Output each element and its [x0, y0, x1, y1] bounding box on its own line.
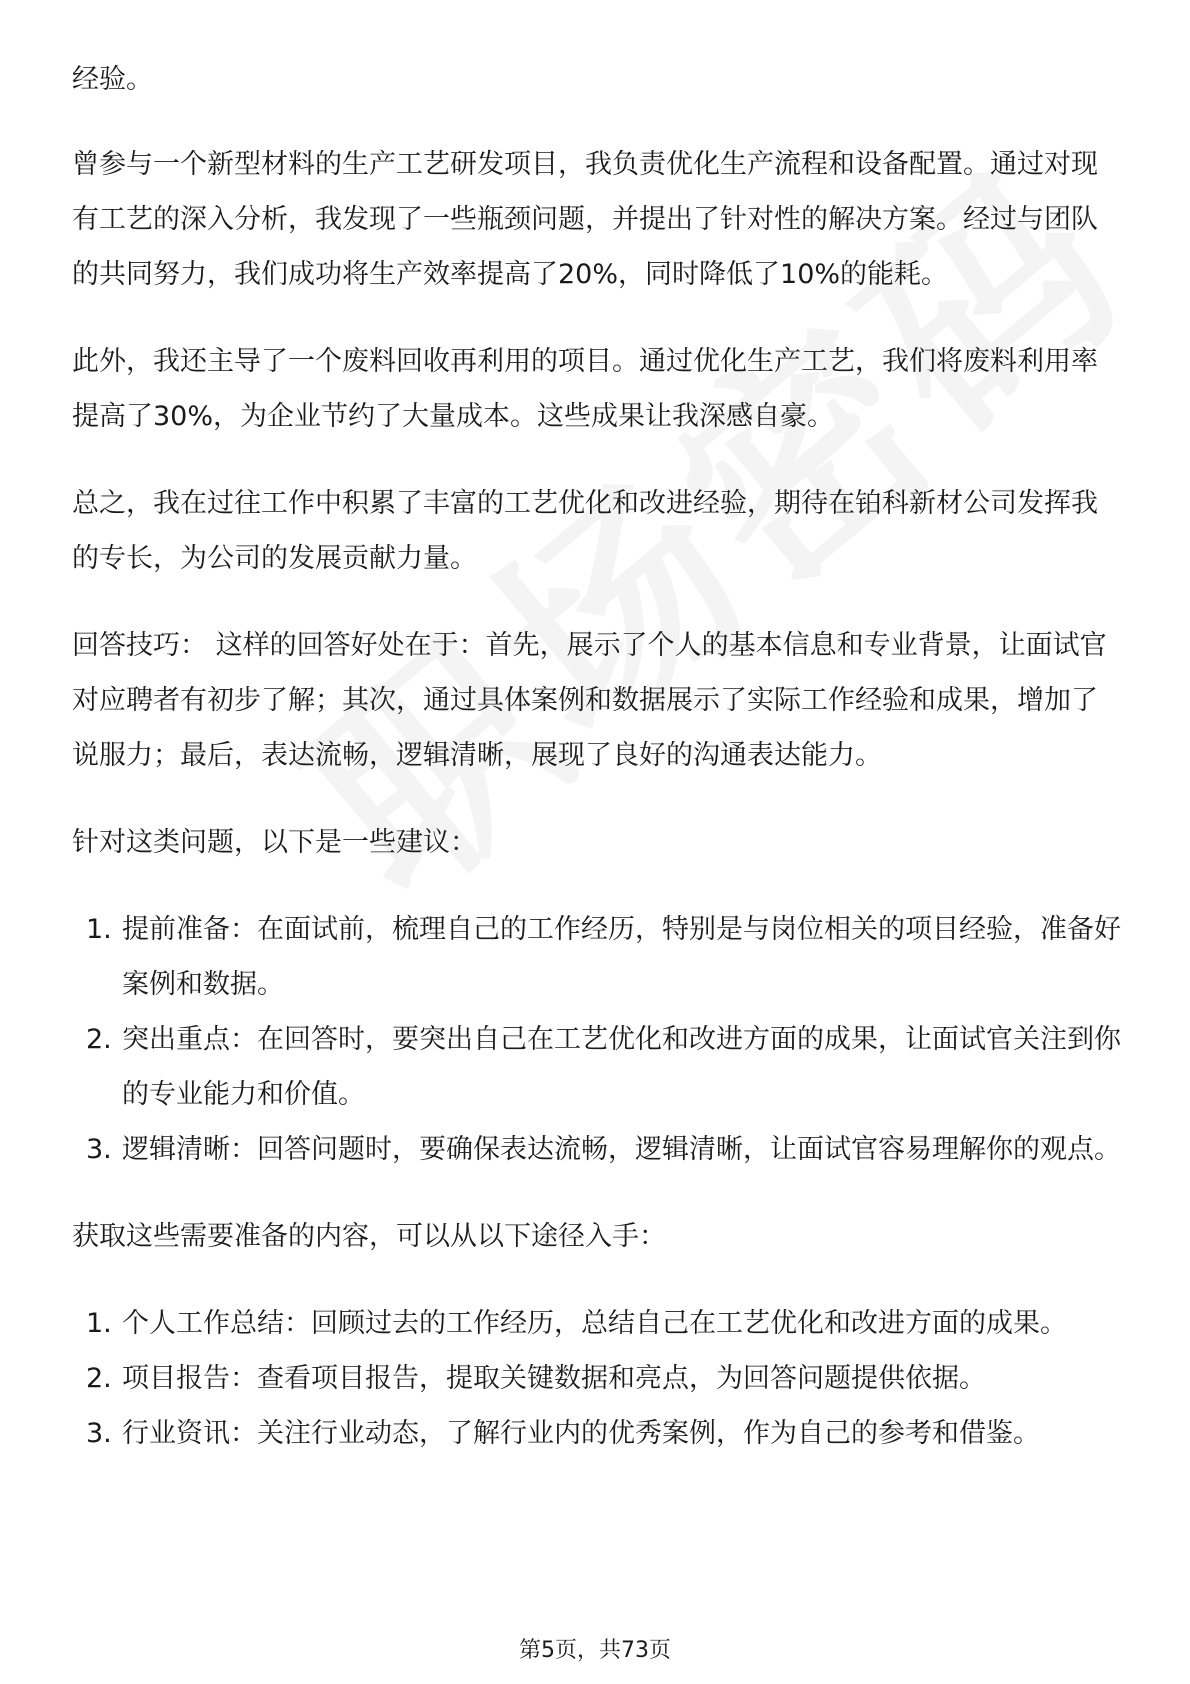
- list-item: [86, 902, 1122, 1012]
- suggestions-list: [72, 902, 1122, 1177]
- paragraph-sources-intro: 获取这些需要准备的内容，可以从以下途径入手：: [72, 1221, 666, 1252]
- list-item: [86, 1296, 1122, 1351]
- list-number: 3.: [86, 1134, 112, 1165]
- list-text: 提前准备：在面试前，梳理自己的工作经历，特别是与岗位相关的项目经验，准备好案例和数据。: [122, 914, 1121, 1000]
- list-item: [86, 1351, 1122, 1406]
- list-text: 行业资讯：关注行业动态，了解行业内的优秀案例，作为自己的参考和借鉴。: [122, 1418, 1040, 1449]
- list-number: 2.: [86, 1363, 112, 1394]
- list-text: 突出重点：在回答时，要突出自己在工艺优化和改进方面的成果，让面试官关注到你的专业能力和价值。: [122, 1024, 1121, 1110]
- list-text: 逻辑清晰：回答问题时，要确保表达流畅，逻辑清晰，让面试官容易理解你的观点。: [122, 1134, 1121, 1165]
- list-number: 2.: [86, 1024, 112, 1055]
- paragraph-suggestions-intro: 针对这类问题，以下是一些建议：: [72, 827, 477, 858]
- paragraph-project-experience: 曾参与一个新型材料的生产工艺研发项目，我负责优化生产流程和设备配置。通过对现有工艺的深入分析，我发现了一些瓶颈问题，并提出了针对性的解决方案。经过与团队的共同努力，我们成功将生产效率提高了20%，同时降低了10%的能耗。: [72, 149, 1098, 290]
- page-number: 第5页，共73页: [519, 1638, 671, 1663]
- list-number: 1.: [86, 914, 112, 945]
- list-item: [86, 1012, 1122, 1122]
- paragraph-recycling-project: 此外，我还主导了一个废料回收再利用的项目。通过优化生产工艺，我们将废料利用率提高了30%，为企业节约了大量成本。这些成果让我深感自豪。: [72, 346, 1098, 432]
- list-text: 项目报告：查看项目报告，提取关键数据和亮点，为回答问题提供依据。: [122, 1363, 986, 1394]
- sources-list: [72, 1296, 1122, 1461]
- list-text: 个人工作总结：回顾过去的工作经历，总结自己在工艺优化和改进方面的成果。: [122, 1308, 1067, 1339]
- document-body: [72, 52, 1122, 1493]
- list-item: [86, 1406, 1122, 1461]
- list-item: [86, 1122, 1122, 1177]
- paragraph-answer-tips: 回答技巧： 这样的回答好处在于：首先，展示了个人的基本信息和专业背景，让面试官对应聘者有初步了解；其次，通过具体案例和数据展示了实际工作经验和成果，增加了说服力；最后，表达流畅，逻辑清晰，展现了良好的沟通表达能力。: [72, 630, 1107, 771]
- list-number: 3.: [86, 1418, 112, 1449]
- list-number: 1.: [86, 1308, 112, 1339]
- paragraph-continuation: 经验。: [72, 64, 153, 95]
- paragraph-summary: 总之，我在过往工作中积累了丰富的工艺优化和改进经验，期待在铂科新材公司发挥我的专长，为公司的发展贡献力量。: [72, 488, 1098, 574]
